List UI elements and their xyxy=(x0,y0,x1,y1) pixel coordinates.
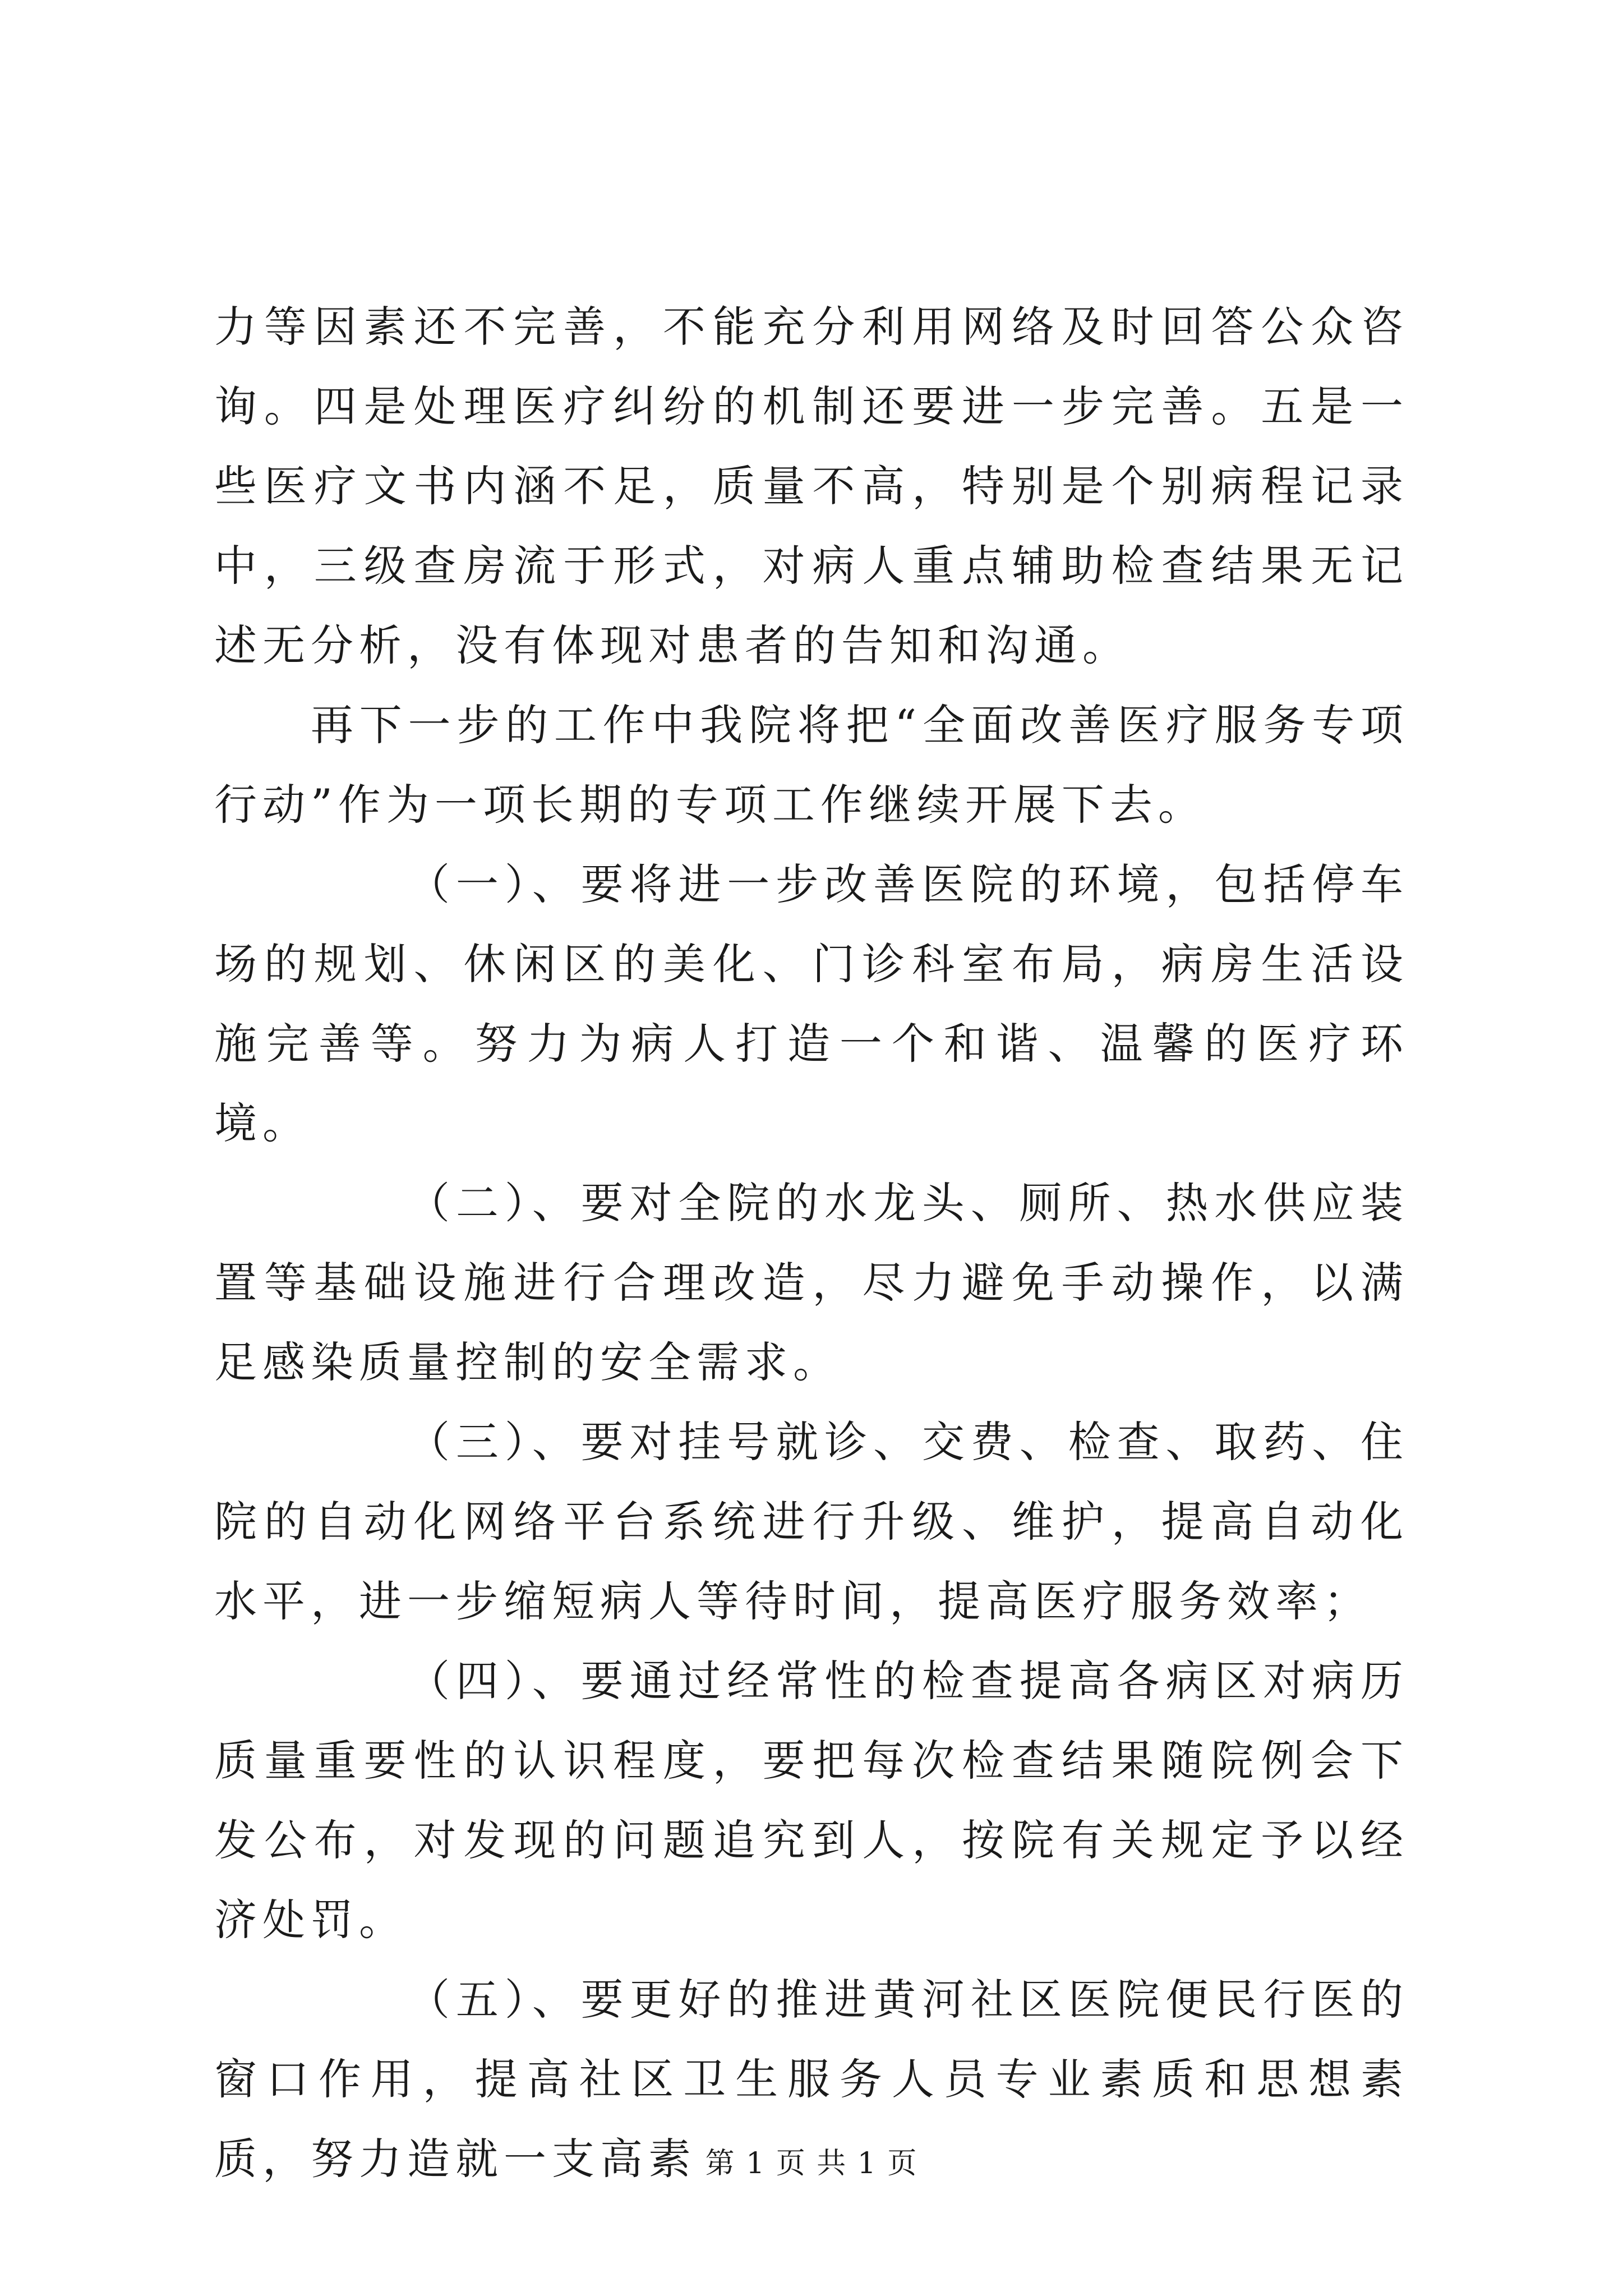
paragraph-item-2: （二）、要对全院的水龙头、厕所、热水供应装置等基础设施进行合理改造，尽力避免手动操作，以满足感染质量控制的安全需求。 xyxy=(214,1178,1409,1387)
page-footer: 第 1 页 共 1 页 xyxy=(705,2147,918,2180)
paragraph-item-4: （四）、要通过经常性的检查提高各病区对病历质量重要性的认识程度，要把每次检查结果随院例会下发公布，对发现的问题追究到人，按院有关规定予以经济处罚。 xyxy=(214,1656,1409,1945)
paragraph-item-1: （一）、要将进一步改善医院的环境，包括停车场的规划、休闲区的美化、门诊科室布局，病房生活设施完善等。努力为病人打造一个和谐、温馨的医疗环境。 xyxy=(214,859,1409,1148)
paragraph-next-steps-intro: 再下一步的工作中我院将把“全面改善医疗服务专项行动”作为一项长期的专项工作继续开展下去。 xyxy=(214,700,1409,830)
paragraph-item-5: （五）、要更好的推进黄河社区医院便民行医的窗口作用，提高社区卫生服务人员专业素质和思想素质，努力造就一支高素 xyxy=(214,1975,1409,2184)
paragraph-item-3: （三）、要对挂号就诊、交费、检查、取药、住院的自动化网络平台系统进行升级、维护，提高自动化水平，进一步缩短病人等待时间，提高医疗服务效率； xyxy=(214,1417,1409,1626)
paragraph-continuation: 力等因素还不完善，不能充分利用网络及时回答公众咨询。四是处理医疗纠纷的机制还要进一步完善。五是一些医疗文书内涵不足，质量不高，特别是个别病程记录中，三级查房流于形式，对病人重点辅助检查结果无记述无分析，没有体现对患者的告知和沟通。 xyxy=(214,302,1409,670)
document-body xyxy=(214,287,1409,2199)
